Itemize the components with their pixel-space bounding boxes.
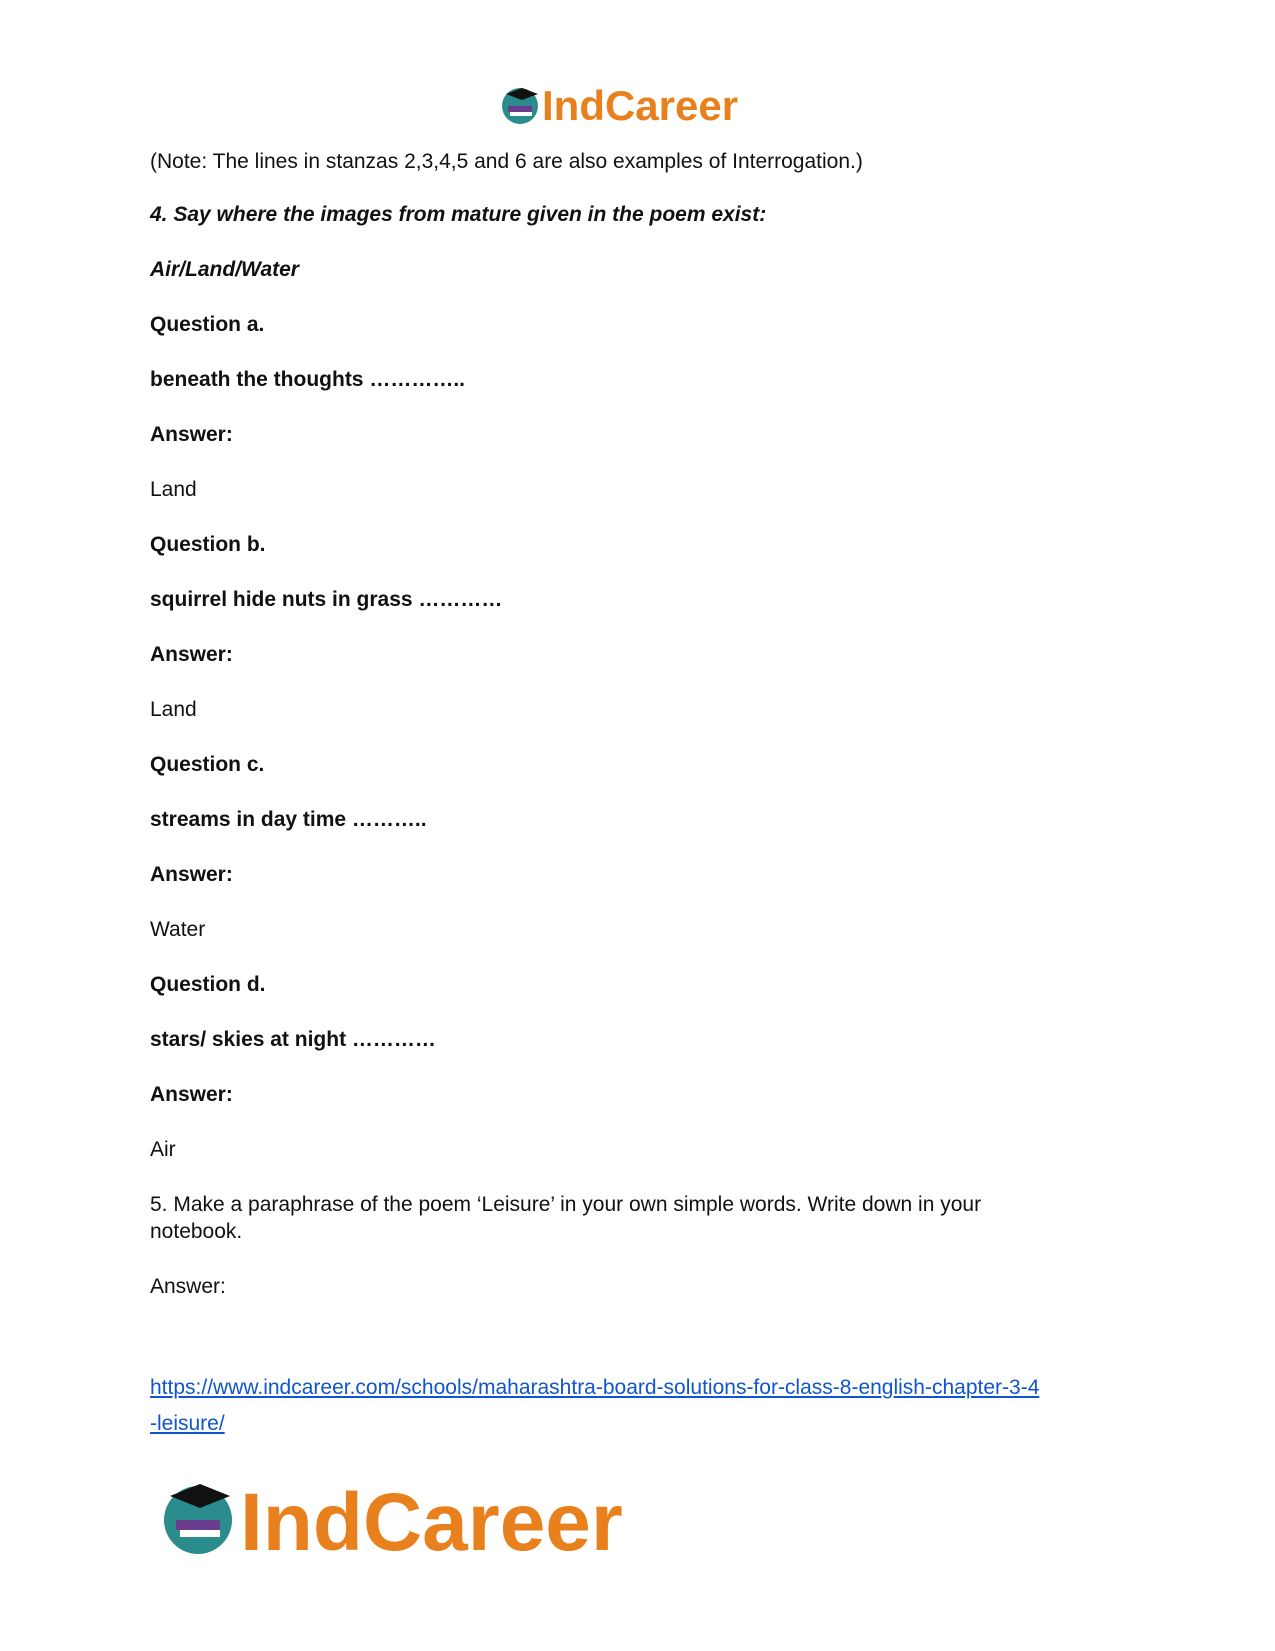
document-body (150, 148, 1140, 1442)
answer-text: Land (150, 698, 197, 721)
header-logo-text: IndCareer (542, 82, 739, 128)
answer-label: Answer: (150, 863, 233, 886)
question-text: stars/ skies at night ………… (150, 1028, 436, 1051)
footer-logo (160, 1474, 700, 1562)
answer-text: Water (150, 918, 206, 941)
question-label: Question d. (150, 973, 266, 996)
answer-text: Air (150, 1138, 176, 1161)
question-text: streams in day time ……….. (150, 808, 427, 831)
source-url-line-1: https://www.indcareer.com/schools/maharashtra-board-solutions-for-class-8-english-chapter-3-4 (150, 1376, 1040, 1399)
section-5-prompt-line-1: 5. Make a paraphrase of the poem ‘Leisure’ in your own simple words. Write down in your (150, 1193, 982, 1216)
question-text: squirrel hide nuts in grass ………… (150, 588, 503, 611)
question-label: Question a. (150, 313, 265, 336)
section-4-heading: 4. Say where the images from mature given in the poem exist: (150, 203, 767, 226)
answer-text: Land (150, 478, 197, 501)
question-label: Question c. (150, 753, 265, 776)
section-5-answer-label: Answer: (150, 1275, 226, 1298)
source-url-line-2: -leisure/ (150, 1412, 225, 1435)
note-text: (Note: The lines in stanzas 2,3,4,5 and 6 are also examples of Interrogation.) (150, 150, 863, 173)
source-url-link[interactable] (150, 1370, 1140, 1442)
answer-label: Answer: (150, 423, 233, 446)
section-5-prompt-line-2: notebook. (150, 1220, 243, 1243)
footer-logo-text: IndCareer (240, 1477, 623, 1562)
question-text: beneath the thoughts ………….. (150, 368, 465, 391)
section-4-options: Air/Land/Water (150, 258, 299, 281)
question-label: Question b. (150, 533, 266, 556)
answer-label: Answer: (150, 1083, 233, 1106)
answer-label: Answer: (150, 643, 233, 666)
header-logo (500, 80, 780, 128)
